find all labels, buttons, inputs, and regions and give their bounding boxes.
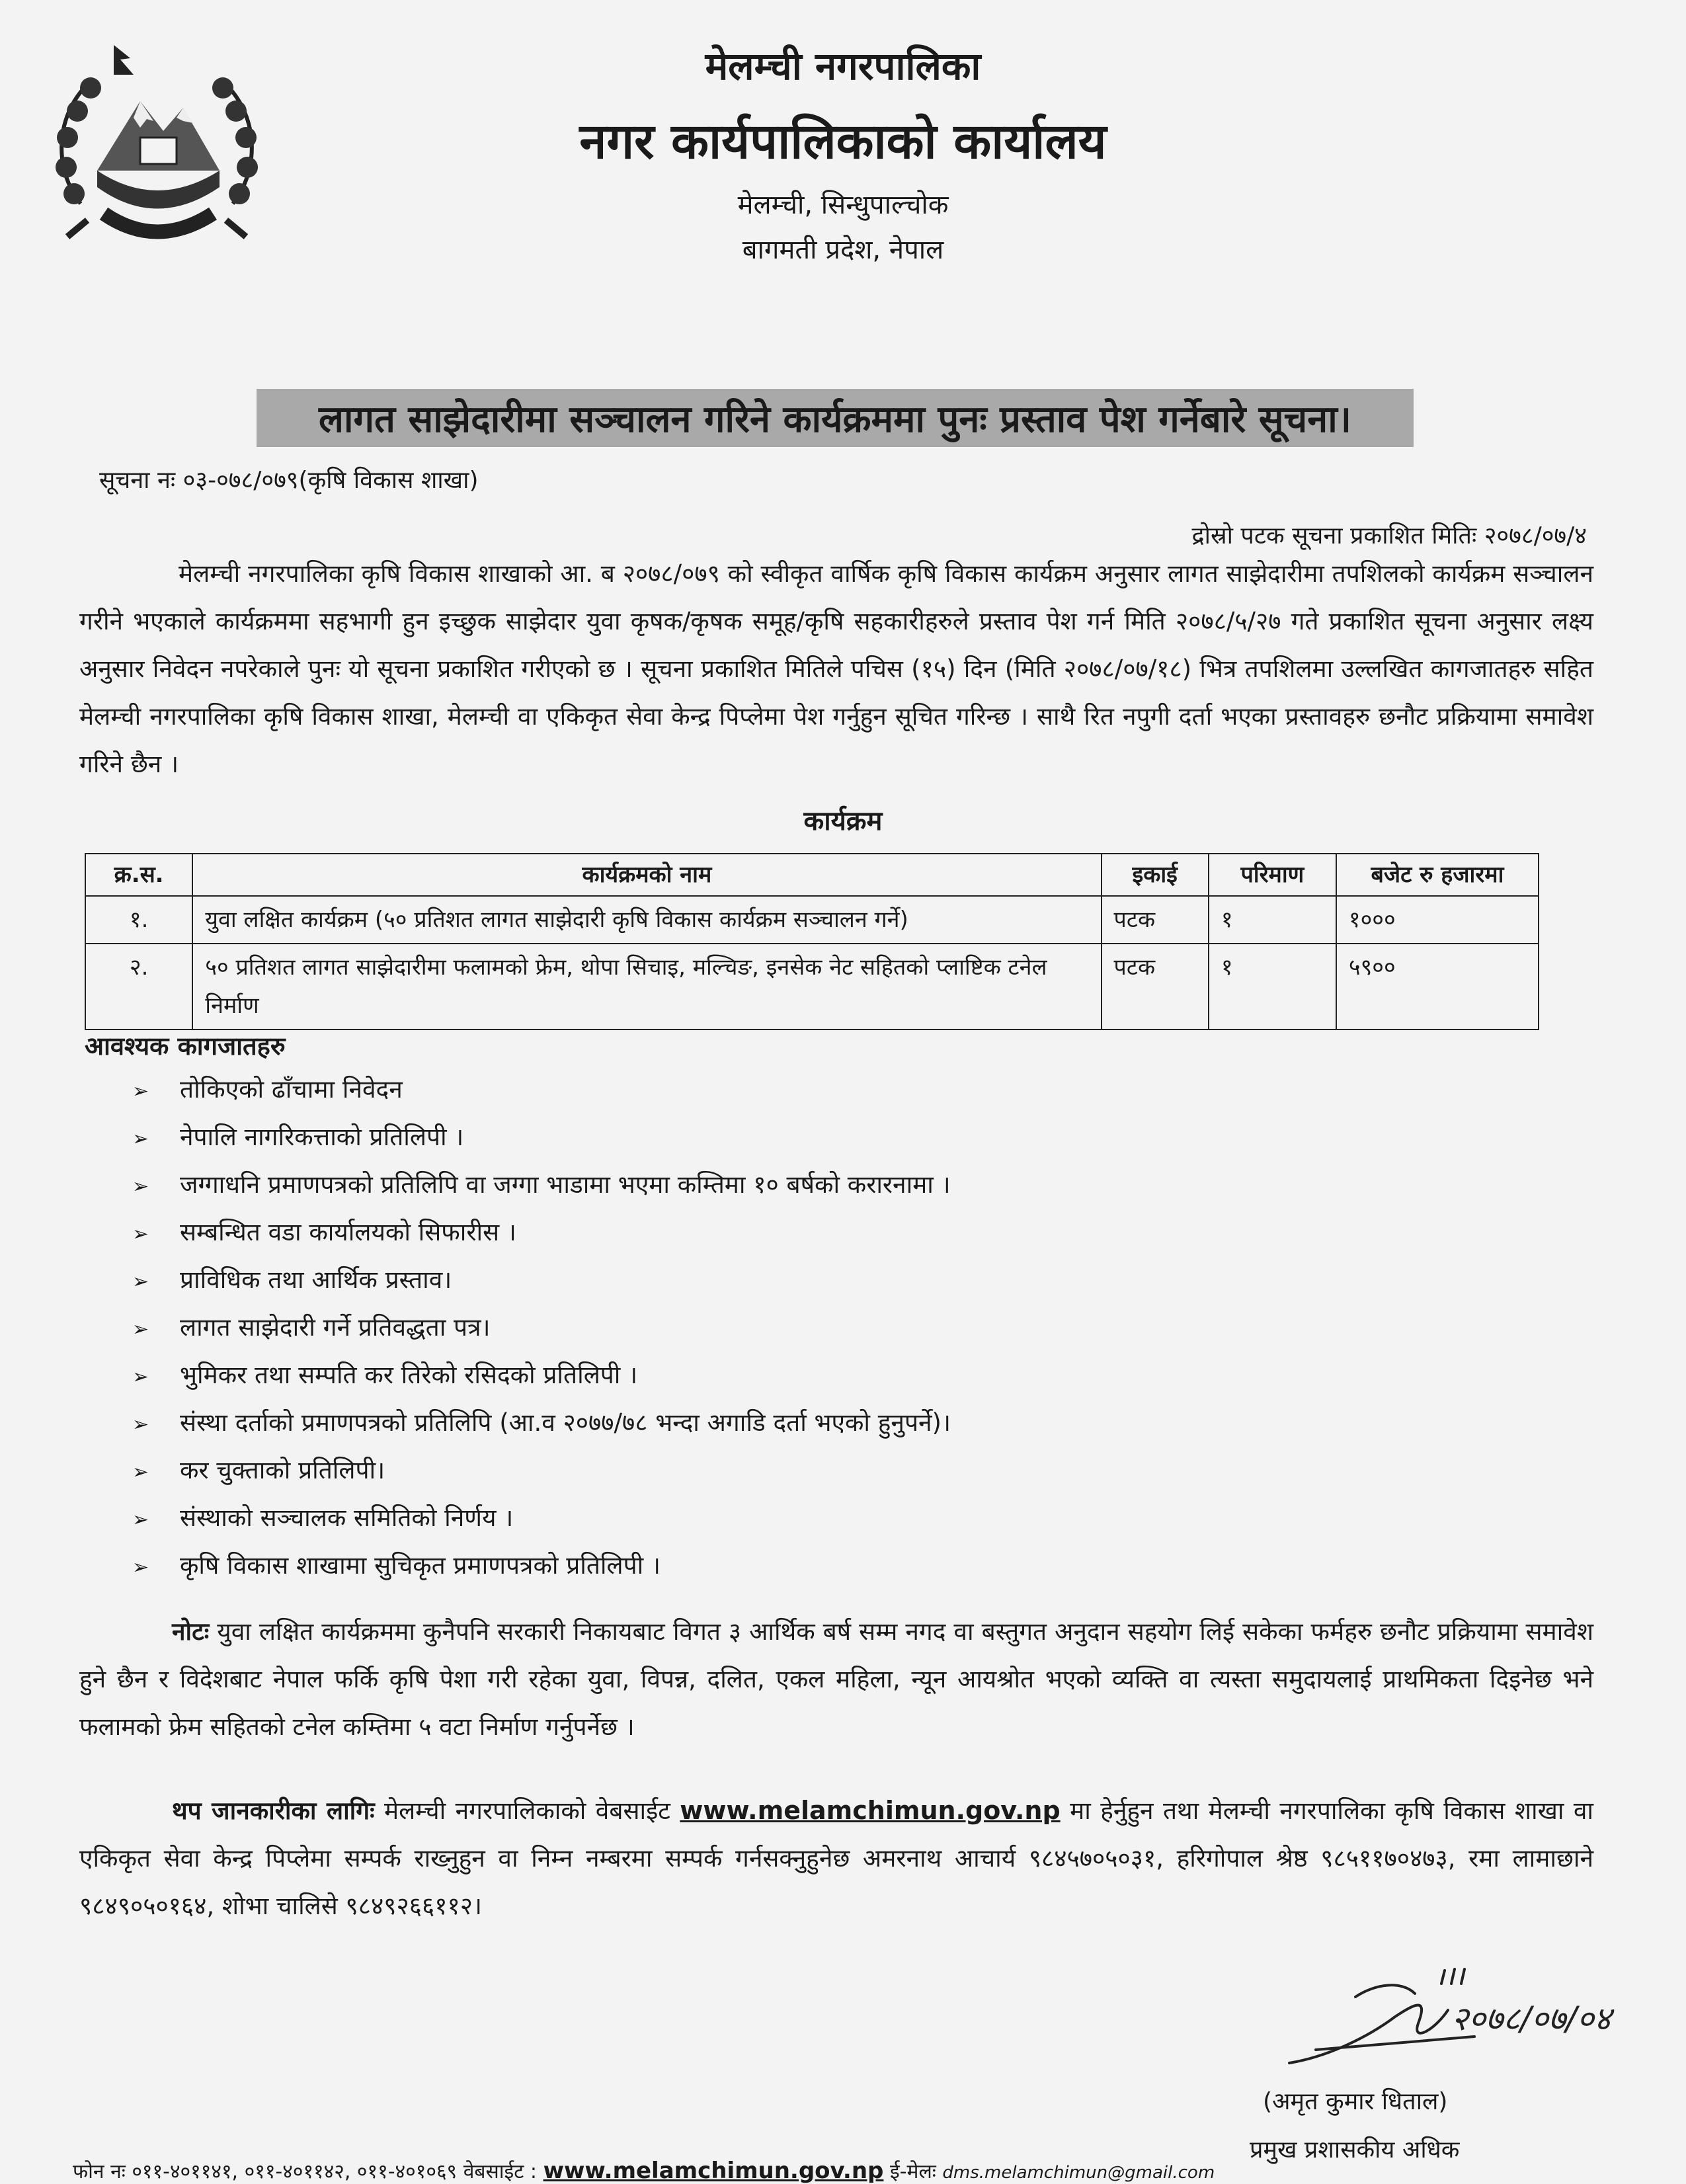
contact-label: थप जानकारीका लागिः — [172, 1797, 375, 1825]
cell-unit: पटक — [1102, 944, 1209, 1030]
note-label: नोटः — [172, 1617, 210, 1646]
list-item — [132, 1209, 951, 1256]
arrow-bullet-icon: ➢ — [132, 1270, 149, 1293]
notice-body: मेलम्ची नगरपालिका कृषि विकास शाखाको आ. ब २०७८/०७९ को स्वीकृत वार्षिक कृषि विकास कार्यक्रम अनुसार लागत साझेदारीमा तपशिलको कार्यक्रम सञ्चालन गरीने भएकाले कार्यक्रममा सहभागी हुन इच्छुक साझेदार युवा कृषक/कृषक समूह/कृषि सहकारीहरुले प्रस्ताव पेश गर्न मिति २०७८/५/२७ गते प्रकाशित सूचना अनुसार लक्ष्य अनुसार निवेदन नपरेकाले पुनः यो सूचना प्रकाशित गरीएको छ । सूचना प्रकाशित मितिले पचिस (१५) दिन (मिति २०७८/०७/१८) भित्र तपशिलमा उल्लखित कागजातहरु सहित मेलम्ची नगरपालिका कृषि विकास शाखा, मेलम्ची वा एकिकृत सेवा केन्द्र पिप्लेमा पेश गर्नुहुन सूचित गरिन्छ । साथै रित नपुगी दर्ता भएका प्रस्तावहरु छनौट प्रक्रियामा समावेश गरिने छैन । — [79, 559, 1593, 778]
col-serial: क्र.स. — [85, 854, 192, 896]
office-address-line2: बागमती प्रदेश, नेपाल — [742, 235, 944, 265]
arrow-bullet-icon: ➢ — [132, 1175, 149, 1198]
arrow-bullet-icon: ➢ — [132, 1318, 149, 1341]
footer-website-link[interactable]: www.melamchimun.gov.np — [543, 2158, 884, 2184]
required-documents-list — [132, 1066, 951, 1590]
signatory-name: (अमृत कुमार धिताल) — [1263, 2088, 1448, 2115]
list-item-text: भुमिकर तथा सम्पति कर तिरेको रसिदको प्रतिलिपी । — [180, 1361, 638, 1389]
list-item — [132, 1066, 951, 1113]
table-header-row — [85, 854, 1539, 896]
table-row — [85, 896, 1539, 944]
signature-date: २०७८/०७/०४ — [1451, 2000, 1611, 2038]
list-item — [132, 1399, 951, 1447]
list-item-text: संस्था दर्ताको प्रमाणपत्रको प्रतिलिपि (आ.व २०७७/७८ भन्दा अगाडि दर्ता भएको हुनुपर्ने)। — [180, 1408, 951, 1437]
note-text: युवा लक्षित कार्यक्रममा कुनैपनि सरकारी निकायबाट विगत ३ आर्थिक बर्ष सम्म नगद वा बस्तुगत अनुदान सहयोग लिई सकेका फर्महरु छनौट प्रक्रियामा समावेश हुने छैन र विदेशबाट नेपाल फर्कि कृषि पेशा गरी रहेका युवा, विपन्न, दलित, एकल महिला, न्यून आयश्रोत भएको व्यक्ति वा त्यस्ता समुदायलाई प्राथमिकता दिइनेछ भने फलामको फ्रेम सहितको टनेल कम्तिमा ५ वटा निर्माण गर्नुपर्नेछ । — [79, 1617, 1593, 1741]
program-table — [85, 853, 1539, 1030]
cell-quantity: १ — [1209, 944, 1336, 1030]
footer-phones: फोन नः ०११-४०११४१, ०११-४०११४२, ०११-४०१०६९ वेबसाईट : — [73, 2160, 538, 2183]
contact-post: मा हेर्नुहुन तथा मेलम्ची नगरपालिका कृषि विकास शाखा वा एकिकृत सेवा केन्द्र पिप्लेमा सम्पर्क राख्नुहुन वा निम्न नम्बरमा सम्पर्क गर्नसक्नुहुनेछ अमरनाथ आचार्य ९८४५७०५०३१, हरिगोपाल श्रेष्ठ ९८५११७०४७३, रमा लामाछाने ९८४९०५०१६४, शोभा चालिसे ९८४९२६६११२। — [79, 1797, 1593, 1920]
col-quantity: परिमाण — [1209, 854, 1336, 896]
list-item-text: सम्बन्धित वडा कार्यालयको सिफारीस । — [180, 1218, 516, 1246]
arrow-bullet-icon: ➢ — [132, 1461, 149, 1484]
website-link[interactable]: www.melamchimun.gov.np — [680, 1796, 1061, 1825]
municipality-name: मेलम्ची नगरपालिका — [705, 44, 981, 89]
list-item-text: जग्गाधनि प्रमाणपत्रको प्रतिलिपि वा जग्गा भाडामा भएमा कम्तिमा १० बर्षको करारनामा । — [180, 1170, 951, 1199]
contact-paragraph — [79, 1787, 1593, 1930]
col-unit: इकाई — [1102, 854, 1209, 896]
notice-title: लागत साझेदारीमा सञ्चालन गरिने कार्यक्रममा पुनः प्रस्ताव पेश गर्नेबारे सूचना। — [319, 398, 1351, 441]
table-row — [85, 944, 1539, 1030]
list-item-text: कर चुक्ताको प्रतिलिपी। — [180, 1456, 385, 1484]
list-item — [132, 1542, 951, 1590]
list-item-text: तोकिएको ढाँचामा निवेदन — [180, 1075, 403, 1104]
footer-email-label: ई-मेलः — [889, 2160, 936, 2183]
list-item — [132, 1494, 951, 1542]
program-section-title: कार्यक्रम — [803, 806, 883, 836]
office-name: नगर कार्यपालिकाको कार्यालय — [579, 113, 1107, 170]
list-item-text: कृषि विकास शाखामा सुचिकृत प्रमाणपत्रको प्रतिलिपी । — [180, 1551, 661, 1580]
publication-date: द्रोस्रो पटक सूचना प्रकाशित मितिः २०७८/०७/४ — [1191, 522, 1587, 549]
contact-pre: मेलम्ची नगरपालिकाको वेबसाईट — [383, 1797, 670, 1825]
list-item — [132, 1256, 951, 1304]
col-budget: बजेट रु हजारमा — [1336, 854, 1539, 896]
notice-reference: सूचना नः ०३-०७८/०७९(कृषि विकास शाखा) — [99, 467, 479, 494]
footer — [73, 2157, 1215, 2184]
list-item — [132, 1352, 951, 1399]
cell-budget: ५९०० — [1336, 944, 1539, 1030]
list-item — [132, 1304, 951, 1352]
cell-program-name: युवा लक्षित कार्यक्रम (५० प्रतिशत लागत साझेदारी कृषि विकास कार्यक्रम सञ्चालन गर्ने) — [192, 896, 1101, 944]
arrow-bullet-icon: ➢ — [132, 1556, 149, 1579]
arrow-bullet-icon: ➢ — [132, 1508, 149, 1531]
required-documents-title: आवश्यक कागजातहरु — [85, 1031, 286, 1061]
cell-serial: १. — [85, 896, 192, 944]
cell-unit: पटक — [1102, 896, 1209, 944]
list-item — [132, 1113, 951, 1161]
col-program-name: कार्यक्रमको नाम — [192, 854, 1101, 896]
cell-serial: २. — [85, 944, 192, 1030]
arrow-bullet-icon: ➢ — [132, 1365, 149, 1389]
handwritten-signature-icon — [1276, 1957, 1611, 2076]
arrow-bullet-icon: ➢ — [132, 1413, 149, 1436]
signatory-title: प्रमुख प्रशासकीय अधिक — [1250, 2136, 1460, 2164]
list-item — [132, 1447, 951, 1494]
cell-quantity: १ — [1209, 896, 1336, 944]
arrow-bullet-icon: ➢ — [132, 1080, 149, 1103]
note-paragraph — [79, 1608, 1593, 1751]
arrow-bullet-icon: ➢ — [132, 1223, 149, 1246]
cell-budget: १००० — [1336, 896, 1539, 944]
list-item-text: प्राविधिक तथा आर्थिक प्रस्ताव। — [180, 1266, 452, 1294]
list-item-text: संस्थाको सञ्चालक समितिको निर्णय । — [180, 1504, 514, 1532]
list-item-text: नेपालि नागरिकत्ताको प्रतिलिपी । — [180, 1123, 464, 1151]
office-address-line1: मेलम्ची, सिन्धुपाल्चोक — [737, 190, 949, 220]
list-item-text: लागत साझेदारी गर्ने प्रतिवद्धता पत्र। — [180, 1313, 491, 1342]
list-item — [132, 1161, 951, 1209]
cell-program-name: ५० प्रतिशत लागत साझेदारीमा फलामको फ्रेम, थोपा सिचाइ, मल्चिङ, इनसेक नेट सहितको प्लाष्टिक टनेल निर्माण — [192, 944, 1101, 1030]
arrow-bullet-icon: ➢ — [132, 1127, 149, 1151]
footer-email-link[interactable]: dms.melamchimun@gmail.com — [942, 2163, 1215, 2183]
